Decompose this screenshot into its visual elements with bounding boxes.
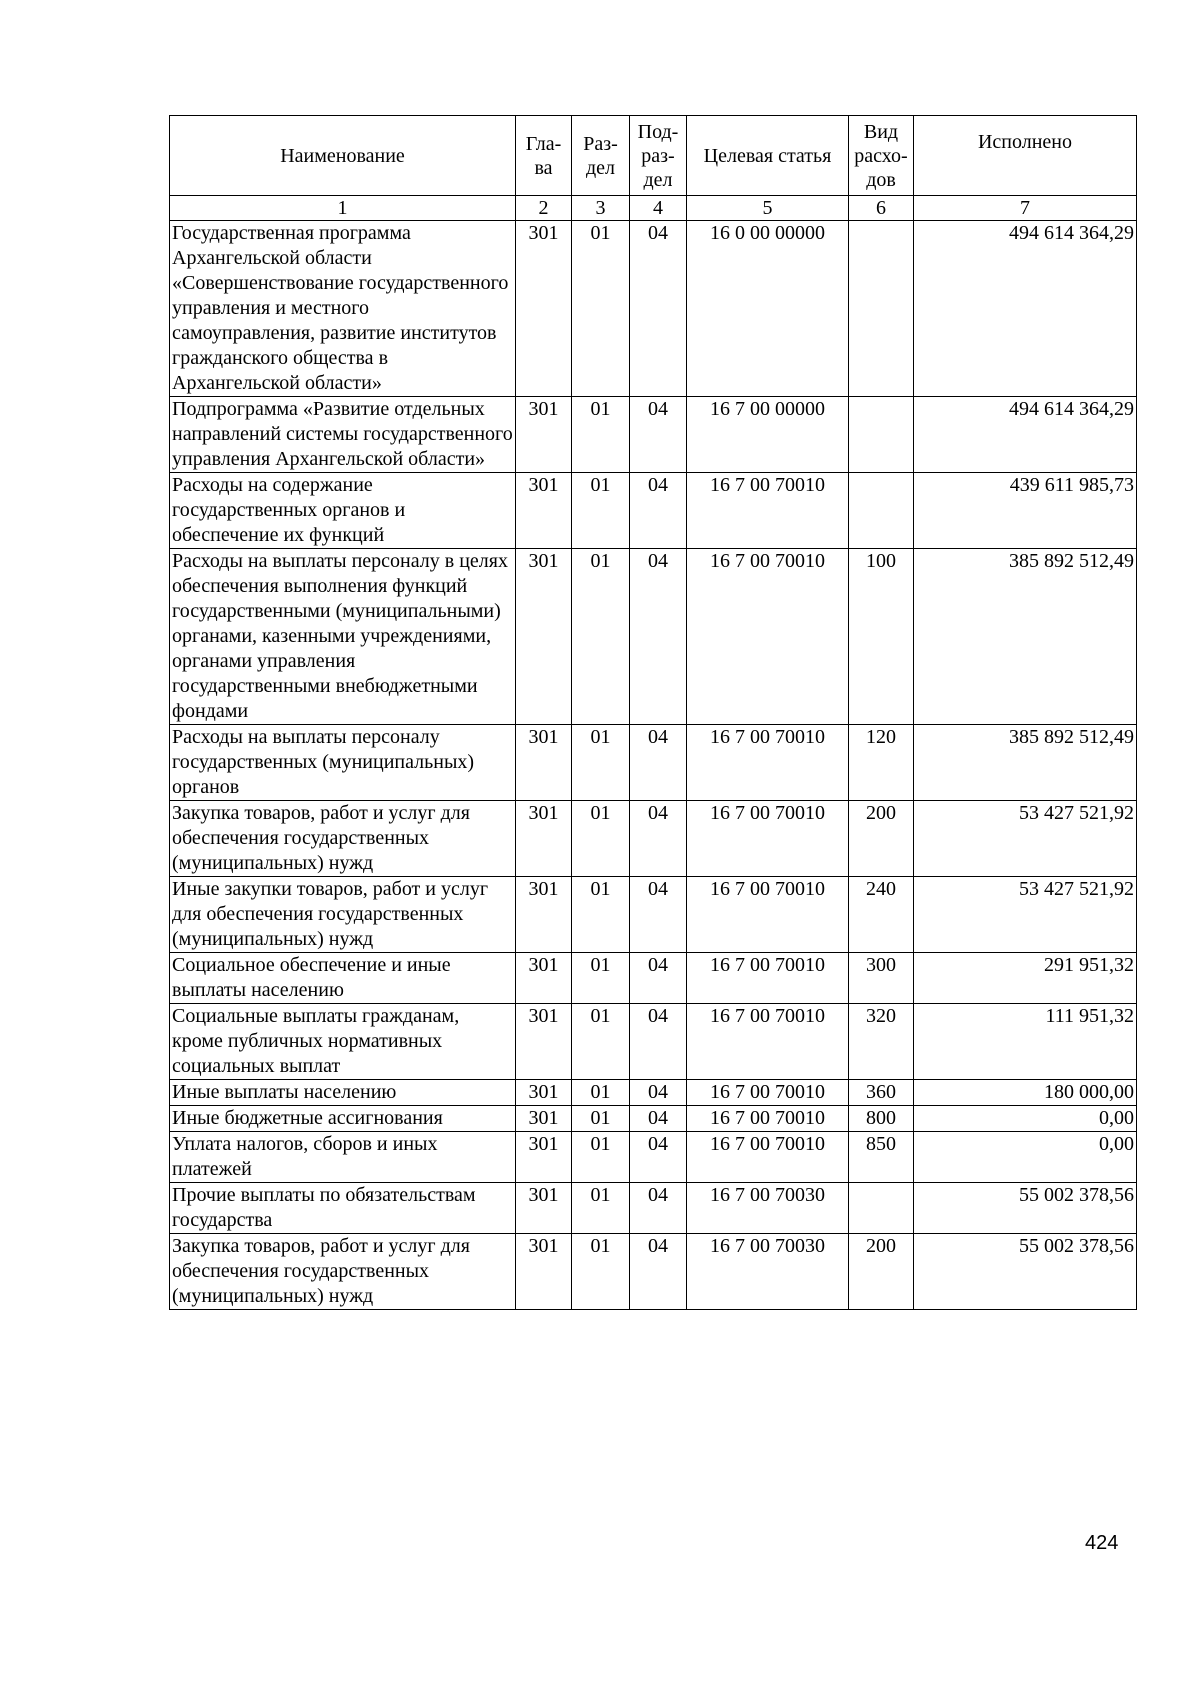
cell-name: Прочие выплаты по обязательствам государства — [170, 1183, 516, 1234]
cell-razdel: 01 — [572, 953, 630, 1004]
col-number: 5 — [687, 196, 849, 221]
table-row — [170, 801, 1137, 877]
header-executed: Исполнено — [914, 116, 1137, 196]
cell-amount: 53 427 521,92 — [914, 801, 1137, 877]
page-number: 424 — [1085, 1532, 1119, 1554]
cell-razdel: 01 — [572, 473, 630, 549]
table-row — [170, 397, 1137, 473]
col-number: 2 — [516, 196, 572, 221]
cell-name: Расходы на содержание государственных органов и обеспечение их функций — [170, 473, 516, 549]
col-number: 7 — [914, 196, 1137, 221]
table-row — [170, 221, 1137, 397]
cell-amount: 180 000,00 — [914, 1080, 1137, 1106]
cell-podrazdel: 04 — [630, 877, 687, 953]
table-row — [170, 1080, 1137, 1106]
table-row — [170, 1132, 1137, 1183]
cell-name: Расходы на выплаты персоналу в целях обеспечения выполнения функций государственными (муниципальными) органами, казенными учреждениями, органами управления государственными внебюджетными фондами — [170, 549, 516, 725]
cell-name: Социальное обеспечение и иные выплаты населению — [170, 953, 516, 1004]
header-vid: Вид расхо- дов — [849, 116, 914, 196]
cell-podrazdel: 04 — [630, 397, 687, 473]
cell-vid: 850 — [849, 1132, 914, 1183]
cell-vid: 800 — [849, 1106, 914, 1132]
cell-razdel: 01 — [572, 1234, 630, 1310]
cell-amount: 494 614 364,29 — [914, 397, 1137, 473]
cell-article: 16 7 00 70030 — [687, 1234, 849, 1310]
cell-podrazdel: 04 — [630, 1004, 687, 1080]
cell-vid: 120 — [849, 725, 914, 801]
col-number: 4 — [630, 196, 687, 221]
cell-vid — [849, 1183, 914, 1234]
cell-razdel: 01 — [572, 1080, 630, 1106]
cell-vid: 100 — [849, 549, 914, 725]
cell-glava: 301 — [516, 1106, 572, 1132]
col-number: 3 — [572, 196, 630, 221]
cell-article: 16 7 00 70010 — [687, 1080, 849, 1106]
cell-glava: 301 — [516, 725, 572, 801]
cell-article: 16 7 00 70010 — [687, 1004, 849, 1080]
cell-vid: 200 — [849, 1234, 914, 1310]
cell-name: Иные выплаты населению — [170, 1080, 516, 1106]
cell-podrazdel: 04 — [630, 1234, 687, 1310]
cell-glava: 301 — [516, 1132, 572, 1183]
cell-glava: 301 — [516, 221, 572, 397]
cell-glava: 301 — [516, 1080, 572, 1106]
table-row — [170, 1234, 1137, 1310]
cell-article: 16 0 00 00000 — [687, 221, 849, 397]
cell-razdel: 01 — [572, 801, 630, 877]
header-article: Целевая статья — [687, 116, 849, 196]
cell-vid: 240 — [849, 877, 914, 953]
table-row — [170, 473, 1137, 549]
cell-vid — [849, 397, 914, 473]
cell-podrazdel: 04 — [630, 801, 687, 877]
cell-article: 16 7 00 70010 — [687, 953, 849, 1004]
cell-amount: 291 951,32 — [914, 953, 1137, 1004]
col-number: 1 — [170, 196, 516, 221]
table-row — [170, 877, 1137, 953]
cell-article: 16 7 00 70030 — [687, 1183, 849, 1234]
cell-glava: 301 — [516, 397, 572, 473]
table-row — [170, 1183, 1137, 1234]
cell-amount: 0,00 — [914, 1132, 1137, 1183]
cell-razdel: 01 — [572, 221, 630, 397]
cell-vid — [849, 221, 914, 397]
cell-amount: 53 427 521,92 — [914, 877, 1137, 953]
cell-vid: 320 — [849, 1004, 914, 1080]
cell-podrazdel: 04 — [630, 725, 687, 801]
cell-amount: 385 892 512,49 — [914, 725, 1137, 801]
table-row — [170, 549, 1137, 725]
header-razdel: Раз- дел — [572, 116, 630, 196]
cell-name: Уплата налогов, сборов и иных платежей — [170, 1132, 516, 1183]
cell-amount: 55 002 378,56 — [914, 1234, 1137, 1310]
table-row — [170, 725, 1137, 801]
cell-razdel: 01 — [572, 549, 630, 725]
col-number: 6 — [849, 196, 914, 221]
cell-razdel: 01 — [572, 1004, 630, 1080]
cell-article: 16 7 00 00000 — [687, 397, 849, 473]
table-row — [170, 953, 1137, 1004]
header-name: Наименование — [170, 116, 516, 196]
cell-glava: 301 — [516, 549, 572, 725]
cell-podrazdel: 04 — [630, 1080, 687, 1106]
cell-razdel: 01 — [572, 397, 630, 473]
cell-razdel: 01 — [572, 877, 630, 953]
cell-vid: 360 — [849, 1080, 914, 1106]
cell-podrazdel: 04 — [630, 953, 687, 1004]
table-row — [170, 1106, 1137, 1132]
cell-glava: 301 — [516, 473, 572, 549]
cell-name: Государственная программа Архангельской области «Совершенствование государственного управления и местного самоуправления, развитие институтов гражданского общества в Архангельской области» — [170, 221, 516, 397]
cell-razdel: 01 — [572, 1106, 630, 1132]
cell-article: 16 7 00 70010 — [687, 877, 849, 953]
cell-podrazdel: 04 — [630, 221, 687, 397]
cell-glava: 301 — [516, 953, 572, 1004]
cell-vid — [849, 473, 914, 549]
cell-glava: 301 — [516, 1004, 572, 1080]
header-podrazdel: Под- раз- дел — [630, 116, 687, 196]
column-number-row — [170, 196, 1137, 221]
cell-amount: 385 892 512,49 — [914, 549, 1137, 725]
cell-name: Подпрограмма «Развитие отдельных направлений системы государственного управления Архангельской области» — [170, 397, 516, 473]
cell-amount: 494 614 364,29 — [914, 221, 1137, 397]
budget-table — [169, 115, 1137, 1310]
table-row — [170, 1004, 1137, 1080]
cell-glava: 301 — [516, 801, 572, 877]
cell-podrazdel: 04 — [630, 549, 687, 725]
cell-razdel: 01 — [572, 1183, 630, 1234]
cell-article: 16 7 00 70010 — [687, 725, 849, 801]
cell-article: 16 7 00 70010 — [687, 1106, 849, 1132]
cell-article: 16 7 00 70010 — [687, 1132, 849, 1183]
cell-glava: 301 — [516, 1183, 572, 1234]
cell-article: 16 7 00 70010 — [687, 801, 849, 877]
cell-article: 16 7 00 70010 — [687, 549, 849, 725]
cell-name: Иные закупки товаров, работ и услуг для обеспечения государственных (муниципальных) нужд — [170, 877, 516, 953]
cell-podrazdel: 04 — [630, 1132, 687, 1183]
cell-amount: 0,00 — [914, 1106, 1137, 1132]
header-glava: Гла- ва — [516, 116, 572, 196]
cell-glava: 301 — [516, 1234, 572, 1310]
cell-podrazdel: 04 — [630, 1106, 687, 1132]
cell-vid: 300 — [849, 953, 914, 1004]
cell-name: Закупка товаров, работ и услуг для обеспечения государственных (муниципальных) нужд — [170, 1234, 516, 1310]
cell-glava: 301 — [516, 877, 572, 953]
cell-razdel: 01 — [572, 1132, 630, 1183]
cell-name: Закупка товаров, работ и услуг для обеспечения государственных (муниципальных) нужд — [170, 801, 516, 877]
cell-razdel: 01 — [572, 725, 630, 801]
header-row — [170, 116, 1137, 196]
cell-amount: 439 611 985,73 — [914, 473, 1137, 549]
cell-amount: 111 951,32 — [914, 1004, 1137, 1080]
cell-name: Иные бюджетные ассигнования — [170, 1106, 516, 1132]
table-body — [170, 196, 1137, 1310]
cell-amount: 55 002 378,56 — [914, 1183, 1137, 1234]
cell-podrazdel: 04 — [630, 1183, 687, 1234]
cell-name: Социальные выплаты гражданам, кроме публичных нормативных социальных выплат — [170, 1004, 516, 1080]
cell-article: 16 7 00 70010 — [687, 473, 849, 549]
cell-name: Расходы на выплаты персоналу государственных (муниципальных) органов — [170, 725, 516, 801]
cell-vid: 200 — [849, 801, 914, 877]
cell-podrazdel: 04 — [630, 473, 687, 549]
